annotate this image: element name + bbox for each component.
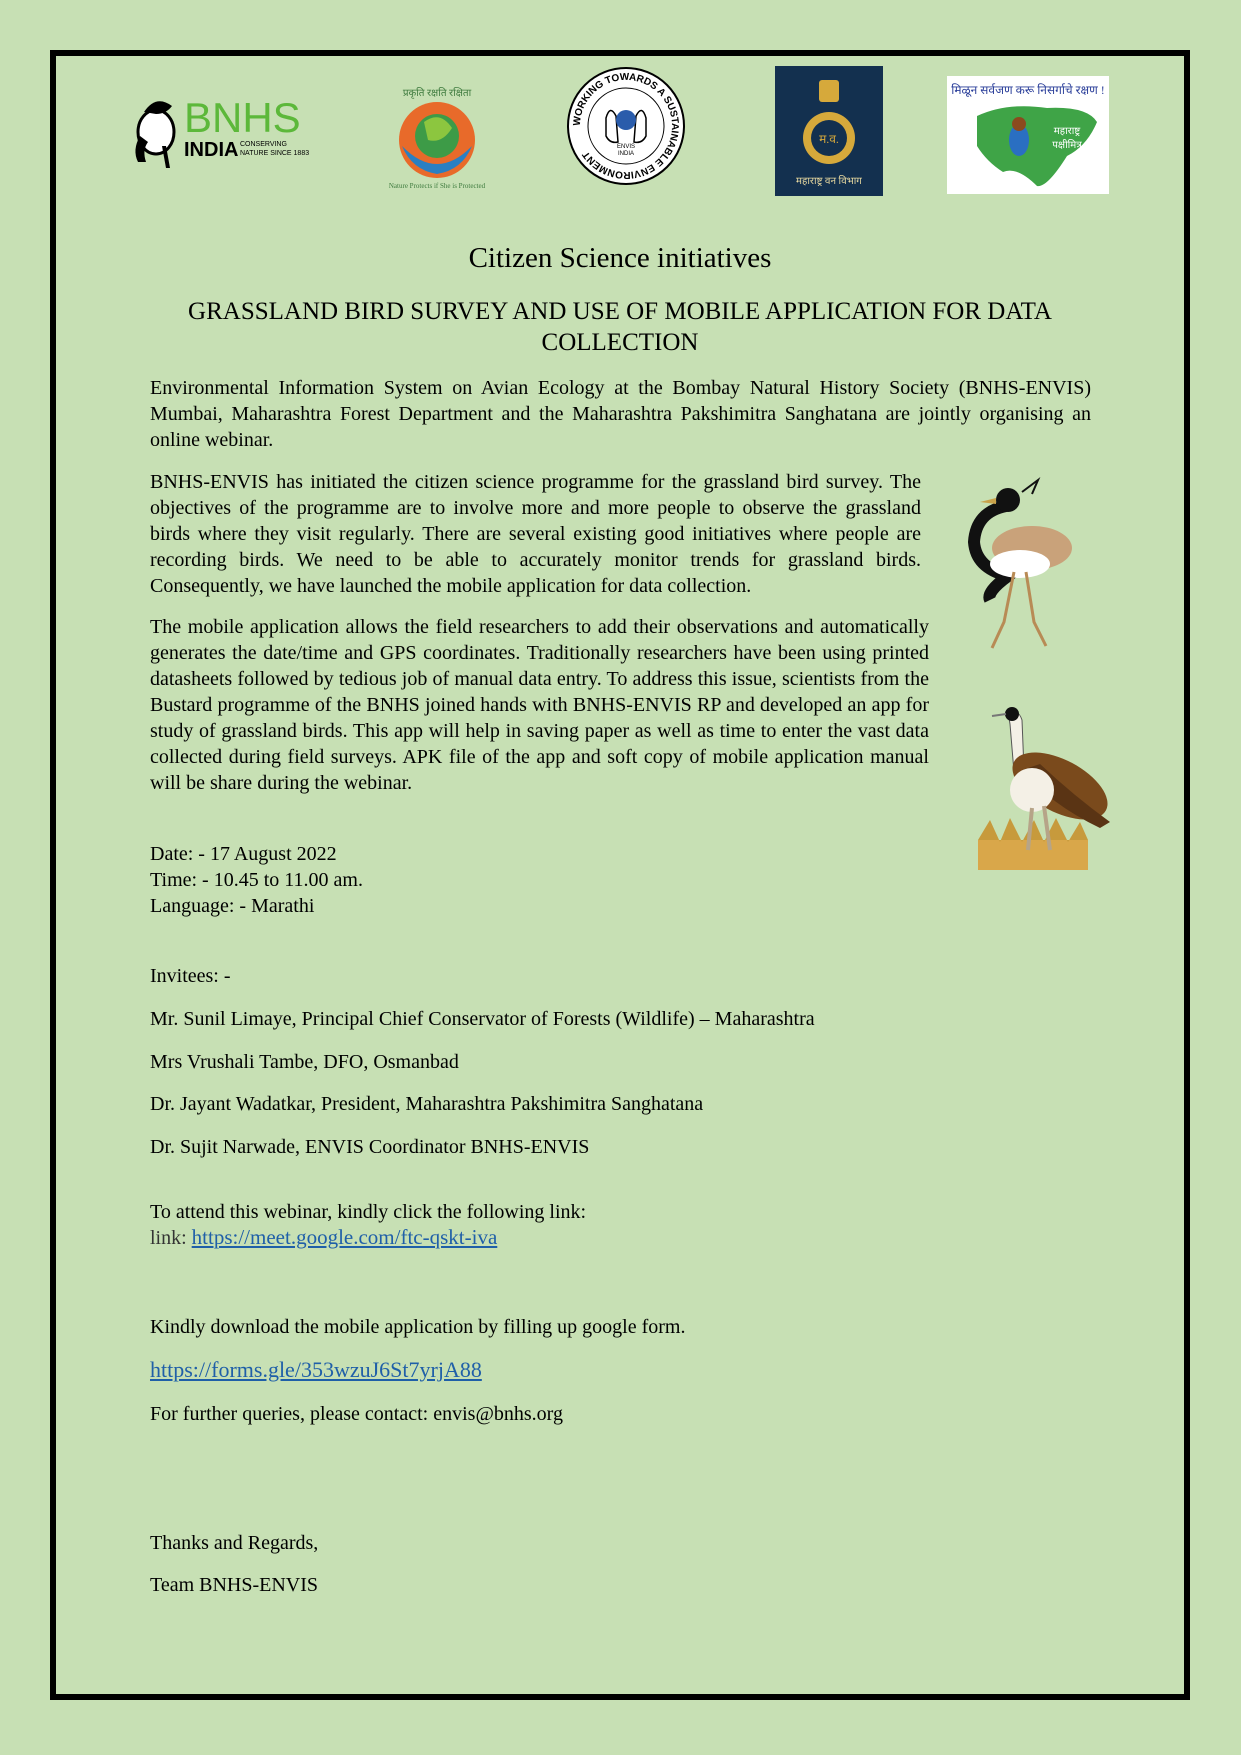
maharashtra-pakshimitra-logo <box>947 76 1109 194</box>
nature-protects-logo <box>382 82 492 192</box>
invitee-item: Dr. Jayant Wadatkar, President, Maharashtra Pakshimitra Sanghatana <box>150 1093 704 1115</box>
event-language: Language: - Marathi <box>150 895 315 917</box>
invitees-heading: Invitees: - <box>150 965 231 987</box>
meet-link-label: link: <box>150 1227 192 1249</box>
attend-text: To attend this webinar, kindly click the following link: <box>150 1201 587 1223</box>
maharashtra-forest-department-logo <box>775 66 883 196</box>
event-time: Time: - 10.45 to 11.00 am. <box>150 869 363 891</box>
envis-india-logo <box>566 66 686 186</box>
app-paragraph: The mobile application allows the field researchers to add their observations and automatically generates the date/time and GPS coordinates. Traditionally researchers have been using printed datasheets followed by tedious job of manual data entry. To address this issue, scientists from the Bustard programme of the BNHS joined hands with BNHS-ENVIS RP and developed an app for study of grassland birds. This app will help in saving paper as well as time to enter the vast data collected during field surveys. APK file of the app and soft copy of mobile application manual will be share during the webinar. <box>150 616 929 794</box>
closing-team: Team BNHS-ENVIS <box>150 1574 319 1596</box>
page-title: Citizen Science initiatives <box>468 242 772 274</box>
form-link-line <box>150 1357 482 1384</box>
invitee-item: Mr. Sunil Limaye, Principal Chief Conservator of Forests (Wildlife) – Maharashtra <box>150 1008 815 1030</box>
great-indian-bustard-illustration <box>970 700 1130 875</box>
contact-text: For further queries, please contact: envis@bnhs.org <box>150 1403 563 1425</box>
event-date: Date: - 17 August 2022 <box>150 843 337 865</box>
svg-text:BNHS: BNHS <box>184 94 301 141</box>
invitee-item: Mrs Vrushali Tambe, DFO, Osmanbad <box>150 1051 459 1073</box>
svg-text:म.व.: म.व. <box>819 132 839 146</box>
invitee-item: Dr. Sujit Narwade, ENVIS Coordinator BNHS-ENVIS <box>150 1136 590 1158</box>
svg-text:WORKING TOWARDS A SUSTAINABLE: WORKING TOWARDS A SUSTAINABLE ENVIRONMENT <box>571 71 681 181</box>
bustard-display-illustration <box>946 472 1086 652</box>
svg-text:ENVIS: ENVIS <box>616 144 636 150</box>
svg-text:INDIA: INDIA <box>184 139 239 161</box>
svg-text:प्रकृति रक्षति रक्षिता: प्रकृति रक्षति रक्षिता <box>402 88 472 99</box>
intro-paragraph: Environmental Information System on Avian Ecology at the Bombay Natural History Society (BNHS-ENVIS) Mumbai, Maharashtra Forest Department and the Maharashtra Pakshimitra Sanghatana are jointly organising an online webinar. <box>150 377 1091 451</box>
svg-text:Nature Protects if She is Prot: Nature Protects if She is Protected <box>388 182 486 190</box>
svg-text:मिळून सर्वजण करू निसर्गाचे रक्: मिळून सर्वजण करू निसर्गाचे रक्षण ! <box>951 83 1105 97</box>
svg-text:NATURE SINCE 1883: NATURE SINCE 1883 <box>240 150 310 157</box>
closing-thanks: Thanks and Regards, <box>150 1532 319 1554</box>
svg-text:महाराष्ट्र वन विभाग: महाराष्ट्र वन विभाग <box>796 176 862 187</box>
page-subtitle: GRASSLAND BIRD SURVEY AND USE OF MOBILE APPLICATION FOR DATA COLLECTION <box>188 298 1052 356</box>
svg-text:महाराष्ट्र: महाराष्ट्र <box>1053 126 1081 137</box>
download-text: Kindly download the mobile application by filling up google form. <box>150 1316 686 1338</box>
svg-text:INDIA: INDIA <box>617 151 635 157</box>
meet-link[interactable]: https://meet.google.com/ftc-qskt-iva <box>191 1225 498 1249</box>
meet-link-line <box>150 1224 497 1251</box>
svg-text:CONSERVING: CONSERVING <box>240 141 287 148</box>
svg-text:पक्षीमित्र: पक्षीमित्र <box>1052 140 1082 151</box>
google-form-link[interactable]: https://forms.gle/353wzuJ6St7yrjA88 <box>150 1357 482 1382</box>
programme-paragraph: BNHS-ENVIS has initiated the citizen science programme for the grassland bird survey. The objectives of the programme are to involve more and more people to observe the grassland birds where they visit regularly. There are several existing good initiatives where people are recording birds. We need to be able to accurately monitor trends for grassland birds. Consequently, we have launched the mobile application for data collection. <box>150 471 921 597</box>
bnhs-india-logo <box>126 88 310 176</box>
